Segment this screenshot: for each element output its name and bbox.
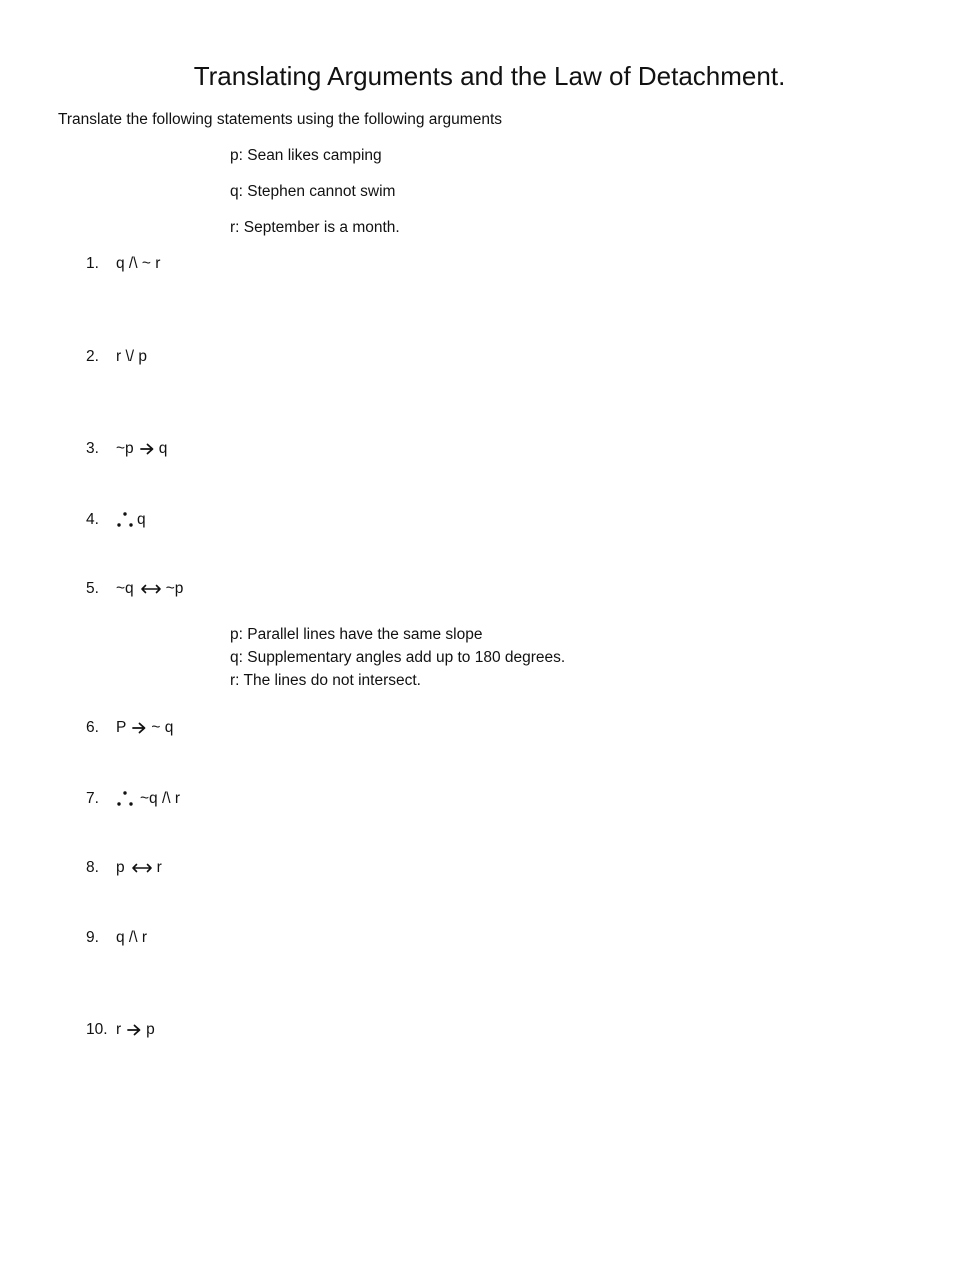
expr-right: r [156,859,162,876]
item-expression [116,717,173,739]
therefore-icon [116,510,136,530]
item-expression: q /\ ~ r [116,255,161,272]
item-number: 7. [86,790,99,807]
item-expression: q /\ r [116,929,148,946]
definition-r: r: September is a month. [230,219,400,236]
arrow-right-icon [132,722,146,734]
expr-left: p [116,859,125,876]
list-item [86,717,173,739]
item-number: 10. [86,1021,108,1038]
definition-p: p: Sean likes camping [230,147,382,164]
list-item [86,927,147,949]
expr-right: p [146,1021,155,1038]
list-item [86,857,162,879]
list-item [86,438,167,460]
page-title: Translating Arguments and the Law of Detachment. [193,61,786,91]
item-number: 5. [86,580,99,597]
list-item [86,346,147,368]
list-item [86,578,183,600]
therefore-icon [116,789,136,809]
definition-p: p: Parallel lines have the same slope [230,626,483,643]
instructions: Translate the following statements using the following arguments [58,111,502,128]
expr-right: q [137,511,146,528]
double-arrow-icon [140,584,162,594]
expr-left: P [116,719,127,736]
item-expression [116,438,167,460]
expr-right: ~p [165,580,184,597]
item-number: 8. [86,859,99,876]
item-number: 6. [86,719,99,736]
expr-left: ~q [116,580,134,597]
definition-q: q: Supplementary angles add up to 180 degrees. [230,649,566,666]
item-number: 3. [86,440,99,457]
item-expression [116,857,162,879]
list-item [86,788,180,810]
item-expression [116,578,183,600]
expr-left: r [116,1021,122,1038]
item-expression [116,1019,155,1041]
list-item [86,509,146,531]
item-number: 9. [86,929,99,946]
item-expression [116,509,146,531]
item-expression: r \/ p [116,348,148,365]
list-item [86,253,160,275]
arrow-right-icon [127,1024,141,1036]
double-arrow-icon [131,863,153,873]
expr-right: ~ q [151,719,174,736]
expr-left: ~p [116,440,134,457]
expr-right: q [158,440,168,457]
item-expression [116,788,180,810]
arrow-right-icon [140,443,154,455]
definition-q: q: Stephen cannot swim [230,183,396,200]
list-item [86,1019,155,1041]
item-number: 1. [86,255,99,272]
expr-right: ~q /\ r [140,790,181,807]
item-number: 4. [86,511,99,528]
definition-r: r: The lines do not intersect. [230,672,421,689]
item-number: 2. [86,348,99,365]
